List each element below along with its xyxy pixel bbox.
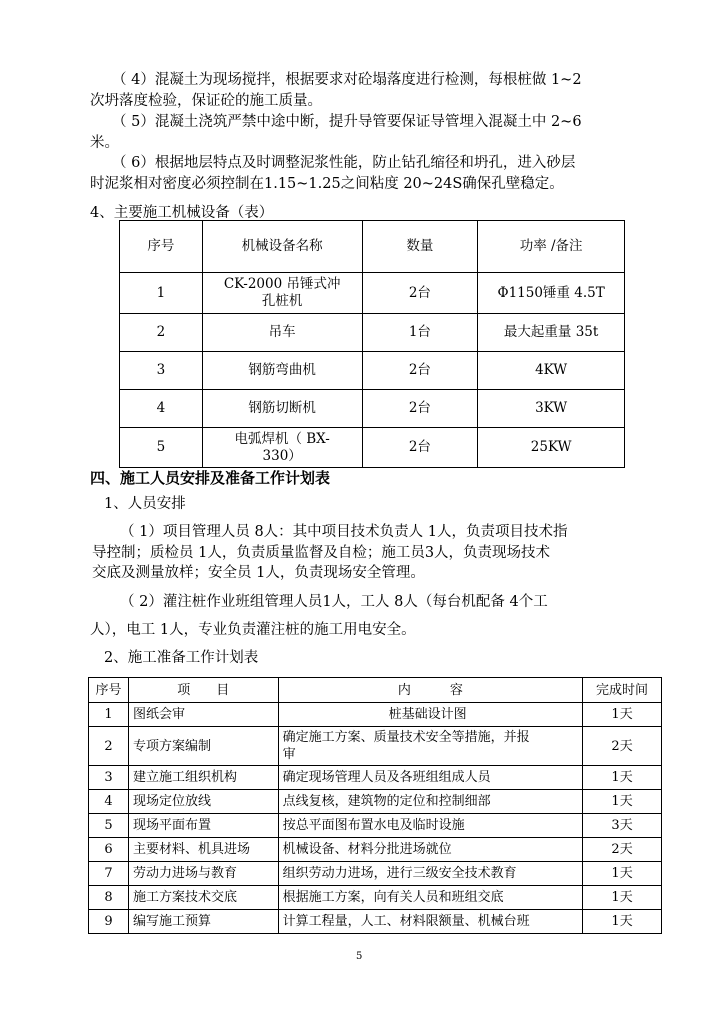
staff-1-line-3: 交底及测量放样；安全员 1人，负责现场安全管理。 [92,565,425,581]
header-cell: 完成时间 [583,678,662,703]
cell-name [202,273,362,314]
header-cell: 机械设备名称 [202,221,362,273]
header-cell: 功率 /备注 [478,221,625,273]
header-cell: 内 容 [278,678,582,703]
cell-time: 1天 [583,790,662,814]
cell-content: 根据施工方案，向有关人员和班组交底 [278,886,582,910]
cell-item: 现场平面布置 [128,814,278,838]
section-4-title: 4、主要施工机械设备（表） [90,205,274,221]
header-cell: 序号 [89,678,129,703]
paragraph-4-line-1: （ 4）混凝土为现场搅拌，根据要求对砼塌落度进行检测，每根桩做 1~2 [112,72,582,88]
cell-item: 施工方案技术交底 [128,886,278,910]
table-row [120,314,625,352]
cell-item: 编写施工预算 [128,910,278,934]
cell-no: 4 [120,390,203,428]
cell-content-line: 确定施工方案、质量技术安全等措施，并报 [282,730,530,745]
cell-note: 4KW [478,352,625,390]
table-row [89,727,662,766]
cell-qty: 2台 [362,273,478,314]
paragraph-6-line-2: 时泥浆相对密度必须控制在1.15~1.25之间粘度 20~24S确保孔壁稳定。 [90,176,564,192]
paragraph-6-line-1: （ 6）根据地层特点及时调整泥浆性能，防止钻孔缩径和坍孔，进入砂层 [112,155,576,171]
table-row [89,766,662,790]
prep-plan-table [88,677,662,934]
cell-qty: 2台 [362,352,478,390]
cell-name: 吊车 [202,314,362,352]
cell-time: 1天 [583,766,662,790]
equipment-table [119,220,625,468]
staff-2-line-1: （ 2）灌注桩作业班组管理人员1人，工人 8人（每台机配备 4个工 [120,594,548,610]
staff-1-line-1: （ 1）项目管理人员 8人：其中项目技术负责人 1人，负责项目技术指 [120,524,568,540]
cell-content: 计算工程量，人工、材料限额量、机械台班 [278,910,582,934]
cell-time: 2天 [583,727,662,766]
equipment-table-header [120,221,625,273]
paragraph-5-line-2: 米。 [90,135,119,151]
header-cell: 数量 [362,221,478,273]
header-cell: 序号 [120,221,203,273]
subsection-1-title: 1、人员安排 [104,496,186,512]
staff-2-line-2: 人），电工 1人，专业负责灌注桩的施工用电安全。 [90,622,416,638]
cell-no: 5 [89,814,129,838]
paragraph-4-line-2: 次坍落度检验，保证砼的施工质量。 [90,93,322,109]
cell-time: 3天 [583,814,662,838]
cell-name-line: 330） [262,447,302,464]
cell-item: 现场定位放线 [128,790,278,814]
cell-item: 图纸会审 [128,703,278,727]
table-row [89,703,662,727]
chapter-4-title: 四、施工人员安排及准备工作计划表 [90,469,331,487]
cell-content [278,727,582,766]
cell-item: 劳动力进场与教育 [128,862,278,886]
cell-content: 点线复核，建筑物的定位和控制细部 [278,790,582,814]
cell-no: 2 [120,314,203,352]
cell-note: 最大起重量 35t [478,314,625,352]
cell-content-line: 审 [282,747,296,762]
prep-table-header [89,678,662,703]
cell-name-line: 孔桩机 [261,293,303,309]
cell-item: 专项方案编制 [128,727,278,766]
cell-time: 1天 [583,886,662,910]
table-row [89,862,662,886]
cell-item: 建立施工组织机构 [128,766,278,790]
cell-content: 机械设备、材料分批进场就位 [278,838,582,862]
subsection-2-title: 2、施工准备工作计划表 [104,650,259,666]
cell-no: 3 [120,352,203,390]
table-row [89,838,662,862]
cell-name: 钢筋弯曲机 [202,352,362,390]
cell-no: 1 [120,273,203,314]
cell-no: 2 [89,727,129,766]
cell-time: 2天 [583,838,662,862]
cell-name-line: 电弧焊机（ BX- [234,430,330,447]
cell-time: 1天 [583,703,662,727]
cell-note: 3KW [478,390,625,428]
cell-no: 1 [89,703,129,727]
cell-no: 4 [89,790,129,814]
table-row [89,790,662,814]
cell-no: 6 [89,838,129,862]
page-number: 5 [356,951,363,962]
table-row [120,428,625,468]
table-row [89,814,662,838]
cell-content: 组织劳动力进场，进行三级安全技术教育 [278,862,582,886]
cell-note: Φ1150锤重 4.5T [478,273,625,314]
cell-no: 9 [89,910,129,934]
table-row [120,273,625,314]
paragraph-5-line-1: （ 5）混凝土浇筑严禁中途中断，提升导管要保证导管埋入混凝土中 2~6 [112,114,582,130]
table-row [89,886,662,910]
cell-content: 确定现场管理人员及各班组组成人员 [278,766,582,790]
cell-name [202,428,362,468]
cell-name-line: CK-2000 吊锤式冲 [223,276,341,292]
cell-qty: 2台 [362,428,478,468]
cell-no: 7 [89,862,129,886]
cell-no: 5 [120,428,203,468]
header-cell: 项 目 [128,678,278,703]
cell-no: 8 [89,886,129,910]
cell-time: 1天 [583,862,662,886]
cell-no: 3 [89,766,129,790]
cell-content: 桩基础设计图 [278,703,582,727]
cell-item: 主要材料、机具进场 [128,838,278,862]
cell-name: 钢筋切断机 [202,390,362,428]
cell-time: 1天 [583,910,662,934]
cell-content: 按总平面图布置水电及临时设施 [278,814,582,838]
table-row [89,910,662,934]
cell-qty: 2台 [362,390,478,428]
table-row [120,390,625,428]
cell-note: 25KW [478,428,625,468]
staff-1-line-2: 导控制；质检员 1人，负责质量监督及自检；施工员3人，负责现场技术 [92,545,551,561]
cell-qty: 1台 [362,314,478,352]
table-row [120,352,625,390]
